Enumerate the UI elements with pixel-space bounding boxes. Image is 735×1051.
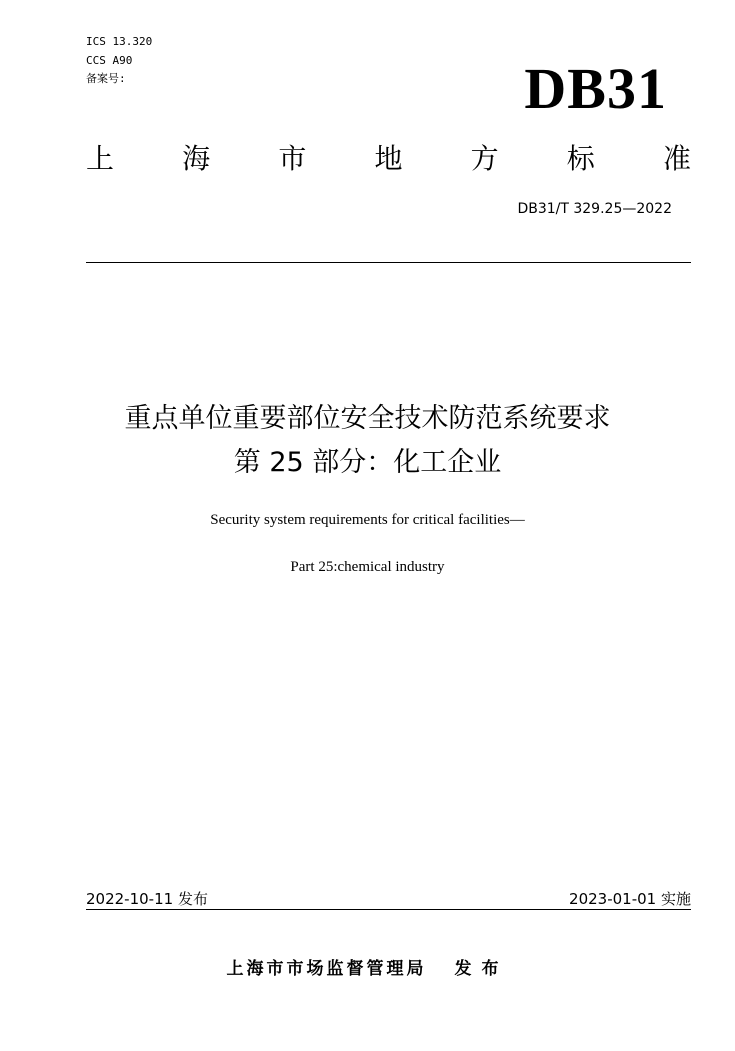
bottom-divider xyxy=(86,909,691,910)
standard-type-char: 市 xyxy=(278,142,307,175)
issue-date: 2022-10-11 发布 xyxy=(86,890,208,908)
title-chinese-line-2: 第 25 部分：化工企业 xyxy=(233,447,502,478)
ccs-code: CCS A90 xyxy=(86,54,133,67)
publisher-name: 上海市市场监督管理局 xyxy=(226,959,427,979)
standard-type-char: 地 xyxy=(374,142,403,175)
standard-type-char: 上 xyxy=(86,142,115,175)
title-chinese-line-1: 重点单位重要部位安全技术防范系统要求 xyxy=(124,403,611,434)
standard-type-char: 标 xyxy=(566,142,595,175)
filing-number-label: 备案号: xyxy=(86,72,126,85)
standard-type-char: 海 xyxy=(182,142,211,175)
standard-type-heading xyxy=(86,140,691,178)
ics-code: ICS 13.320 xyxy=(86,35,153,48)
standard-type-char: 方 xyxy=(470,142,499,175)
standard-type-char: 准 xyxy=(662,142,691,175)
title-english-line-1: Security system requirements for critical facilities— xyxy=(210,512,525,528)
title-english-line-2: Part 25:chemical industry xyxy=(290,559,445,575)
top-divider xyxy=(86,262,691,263)
publisher-line xyxy=(0,957,735,981)
implementation-date: 2023-01-01 实施 xyxy=(569,890,691,908)
publish-label: 发布 xyxy=(454,959,509,979)
standard-number: DB31/T 329.25—2022 xyxy=(517,201,672,217)
db31-logo: DB31 xyxy=(524,56,667,121)
